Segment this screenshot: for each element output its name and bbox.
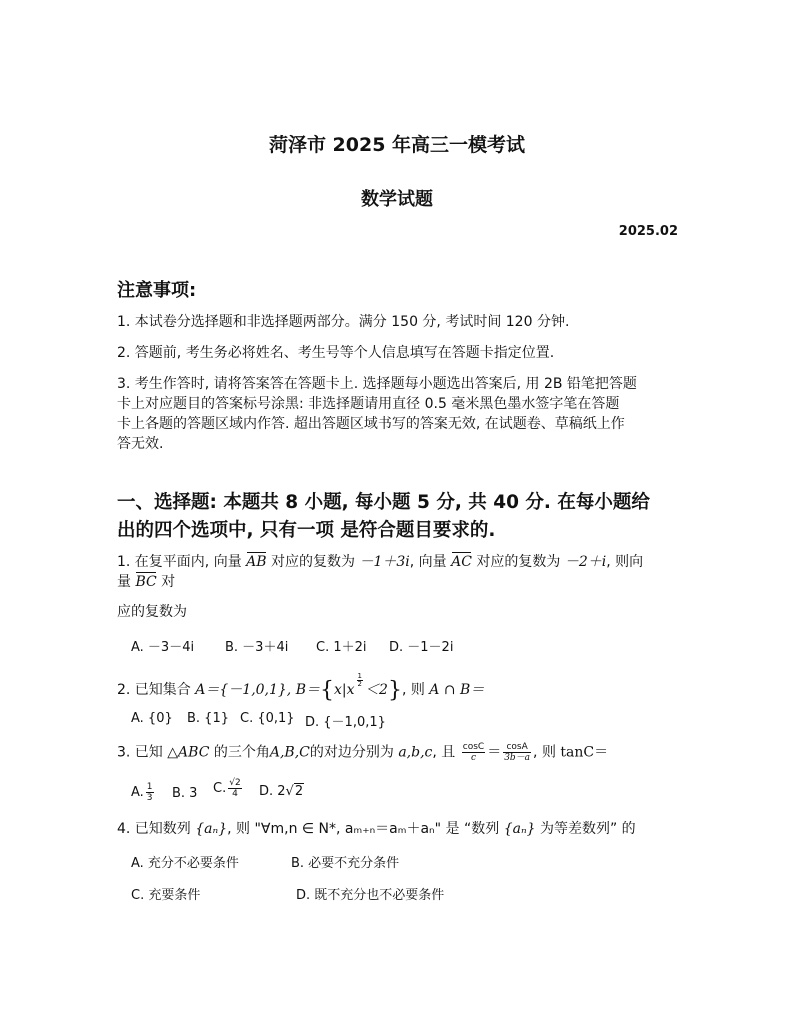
question-1-line1 (117, 552, 643, 572)
q1-text: , 则向 (606, 554, 644, 570)
right-brace: } (387, 678, 402, 703)
set-b-condition: ＜2 (365, 682, 388, 698)
q3-option-a[interactable] (131, 782, 156, 803)
q2-option-a[interactable]: A. {0} (131, 711, 173, 726)
exponent-denominator: 2 (357, 679, 363, 688)
sqrt-icon: √ (285, 784, 294, 799)
option-label: A. (131, 785, 144, 800)
fraction-1-denominator: c (470, 753, 476, 763)
notice-item-3-line4: 答无效. (117, 436, 164, 452)
notice-item-2: 2. 答题前, 考生务必将姓名、考生号等个人信息填写在答题卡指定位置. (117, 345, 555, 361)
q1-text: 对 (161, 574, 176, 590)
question-2-stem (117, 670, 484, 701)
question-1-line2 (117, 572, 175, 592)
left-brace: { (320, 678, 335, 703)
vector-ab: AB (246, 554, 267, 570)
q1-text: 量 (117, 574, 131, 590)
q2-option-d[interactable]: D. {－1,0,1} (305, 715, 386, 730)
complex-z1: －1＋3i (359, 554, 410, 570)
q1-option-b[interactable]: B. －3＋4i (225, 640, 289, 655)
q3-text: 的对边分别为 (309, 744, 394, 761)
sequence-a: {aₙ} (195, 821, 228, 837)
equals-sign: ＝ (487, 744, 502, 761)
q2-option-b[interactable]: B. {1} (187, 711, 229, 726)
fraction-denominator: 4 (232, 789, 238, 799)
question-3-stem (117, 742, 608, 763)
q4-option-b[interactable]: B. 必要不充分条件 (291, 856, 400, 871)
q2-text: , 则 (401, 682, 425, 698)
notice-item-3-line2: 卡上对应题目的答案标号涂黑: 非选择题请用直径 0.5 毫米黑色墨水签字笔在答题 (117, 396, 620, 412)
q4-condition: , 则 "∀m,n ∈ N*, aₘ₊ₙ＝aₘ＋aₙ" 是 “数列 (227, 821, 500, 837)
angles: A,B,C (269, 744, 310, 761)
q3-option-d[interactable] (259, 784, 304, 799)
set-b-bar: | (341, 682, 347, 698)
sequence-a: {aₙ} (503, 821, 536, 837)
option-label: C. (213, 781, 227, 796)
fraction-2-denominator: 3b－a (504, 753, 531, 763)
sides: a,b,c (398, 744, 433, 761)
notice-item-3-line1: 3. 考生作答时, 请将答案答在答题卡上. 选择题每小题选出答案后, 用 2B 铅笔把答题 (117, 376, 637, 392)
fraction-1-numerator: cosC (462, 742, 485, 752)
q4-option-d[interactable]: D. 既不充分也不必要条件 (296, 888, 445, 903)
exponent-numerator: 1 (357, 671, 363, 680)
exam-title: 菏泽市 2025 年高三一模考试 (268, 134, 526, 156)
q1-text: 对应的复数为 (271, 554, 356, 570)
triangle-abc: △ABC (167, 744, 210, 761)
notice-item-1: 1. 本试卷分选择题和非选择题两部分。满分 150 分, 考试时间 120 分钟. (117, 314, 570, 330)
vector-bc: BC (135, 574, 157, 590)
intersection-expr: A ∩ B＝ (429, 682, 485, 698)
q1-option-a[interactable]: A. －3－4i (131, 640, 195, 655)
complex-z2: －2＋i (564, 554, 607, 570)
fraction-numerator: 1 (146, 782, 153, 792)
section1-heading-line2: 出的四个选项中, 只有一项 是符合题目要求的. (117, 520, 496, 541)
q3-option-c[interactable] (213, 778, 244, 799)
q3-text: 3. 已知 (117, 744, 163, 761)
q2-option-c[interactable]: C. {0,1} (240, 711, 295, 726)
section1-heading-line1: 一、选择题: 本题共 8 小题, 每小题 5 分, 共 40 分. 在每小题给 (117, 492, 650, 513)
notice-item-3-line3: 卡上各题的答题区域内作答. 超出答题区域书写的答案无效, 在试题卷、草稿纸上作 (117, 416, 625, 432)
q4-text: 为等差数列” 的 (539, 821, 636, 837)
tan-c-expr: tanC＝ (560, 744, 609, 761)
q1-text: 1. 在复平面内, 向量 (117, 554, 242, 570)
q3-text: , 且 (432, 744, 456, 761)
fraction-numerator: √2 (229, 778, 241, 788)
notice-heading: 注意事项: (117, 280, 197, 301)
fraction-2-numerator: cosA (503, 742, 531, 753)
question-4-stem (117, 819, 636, 839)
option-label: D. 2 (259, 784, 286, 799)
q4-option-c[interactable]: C. 充要条件 (131, 888, 201, 903)
q1-text: , 向量 (409, 554, 447, 570)
q4-text: 4. 已知数列 (117, 821, 191, 837)
q1-option-d[interactable]: D. －1－2i (389, 640, 454, 655)
exam-date: 2025.02 (618, 224, 678, 239)
fraction-denominator: 3 (146, 793, 153, 803)
q3-option-b[interactable]: B. 3 (172, 786, 198, 801)
q2-text: 2. 已知集合 (117, 682, 191, 698)
set-b-base: x (346, 682, 355, 698)
q3-text: 的三个角 (213, 744, 270, 761)
q4-option-a[interactable]: A. 充分不必要条件 (131, 856, 239, 871)
radicand: 2 (294, 784, 304, 799)
q1-text: 对应的复数为 (476, 554, 561, 570)
q3-text: , 则 (533, 744, 556, 761)
question-1-line3: 应的复数为 (117, 604, 187, 620)
set-a-def: A＝{－1,0,1}, B＝ (195, 682, 321, 698)
set-b-var: x (334, 682, 342, 698)
vector-ac: AC (451, 554, 472, 570)
exam-subtitle: 数学试题 (361, 189, 433, 210)
q1-option-c[interactable]: C. 1＋2i (316, 640, 367, 655)
